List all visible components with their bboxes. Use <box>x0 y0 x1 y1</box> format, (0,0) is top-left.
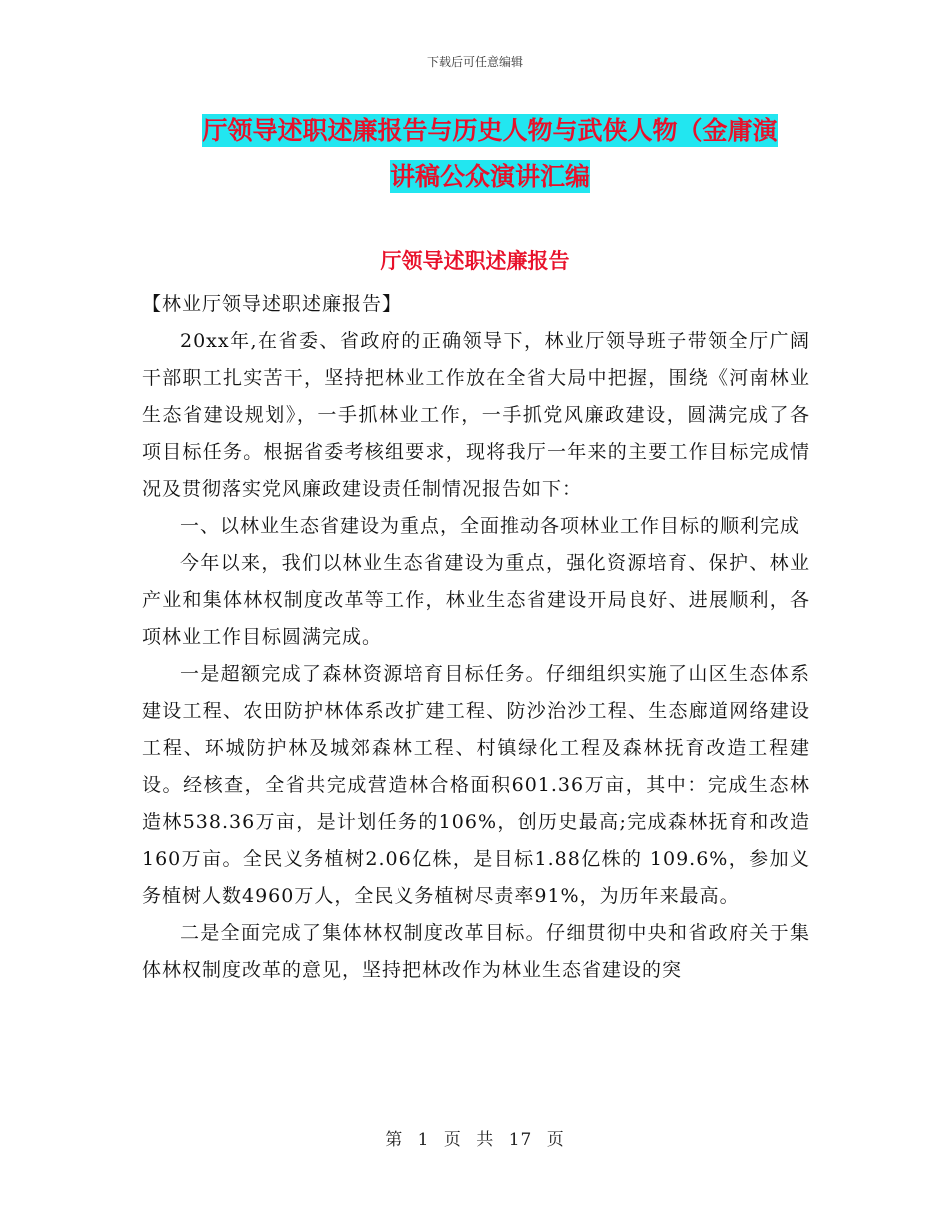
paragraph: 20xx年,在省委、省政府的正确领导下，林业厅领导班子带领全厅广阔干部职工扎实苦干，坚持把林业工作放在全省大局中把握，围绕《河南林业生态省建设规划》，一手抓林业工作，一手抓党风廉政建设，圆满完成了各项目标任务。根据省委考核组要求，现将我厅一年来的主要工作目标完成情况及贯彻落实党风廉政建设责任制情况报告如下： <box>142 330 810 500</box>
section-title: 厅领导述职述廉报告 <box>380 249 570 273</box>
header-note: 下载后可任意编辑 <box>426 55 523 69</box>
document-title-line-2: 讲稿公众演讲汇编 <box>389 162 590 191</box>
paragraph: 二是全面完成了集体林权制度改革目标。仔细贯彻中央和省政府关于集体林权制度改革的意见，坚持把林改作为林业生态省建设的突 <box>142 922 810 981</box>
footer-total-prefix: 共 <box>476 1130 495 1150</box>
paragraph: 一是超额完成了森林资源培育目标任务。仔细组织实施了山区生态体系建设工程、农田防护林体系改扩建工程、防沙治沙工程、生态廊道网络建设工程、环城防护林及城郊森林工程、村镇绿化工程及森林抚育改造工程建设。经核查，全省共完成营造林合格面积601.36万亩，其中：完成生态林造林538.36万亩，是计划任务的106%，创历史最高;完成森林抚育和改造160万亩。全民义务植树2.06亿株，是目标1.88亿株的 109.6%，参加义务植树人数4960万人，全民义务植树尽责率91%，为历年来最高。 <box>142 663 810 907</box>
paragraph-heading-1: 一、以林业生态省建设为重点，全面推动各项林业工作目标的顺利完成 <box>180 515 801 537</box>
document-title <box>140 108 840 200</box>
footer-prefix: 第 <box>385 1130 404 1150</box>
footer-total-pages: 17 <box>508 1130 533 1150</box>
footer-page-unit: 页 <box>443 1130 462 1150</box>
page-footer <box>0 1125 950 1150</box>
footer-page-number: 1 <box>417 1130 430 1150</box>
footer-total-unit: 页 <box>546 1130 565 1150</box>
document-title-line-1: 厅领导述职述廉报告与历史人物与武侠人物（金庸演 <box>202 116 778 145</box>
paragraph-subheading: 【林业厅领导述职述廉报告】 <box>142 293 403 315</box>
paragraph: 今年以来，我们以林业生态省建设为重点，强化资源培育、保护、林业产业和集体林权制度改革等工作，林业生态省建设开局良好、进展顺利，各项林业工作目标圆满完成。 <box>142 552 810 648</box>
document-body <box>142 286 810 989</box>
